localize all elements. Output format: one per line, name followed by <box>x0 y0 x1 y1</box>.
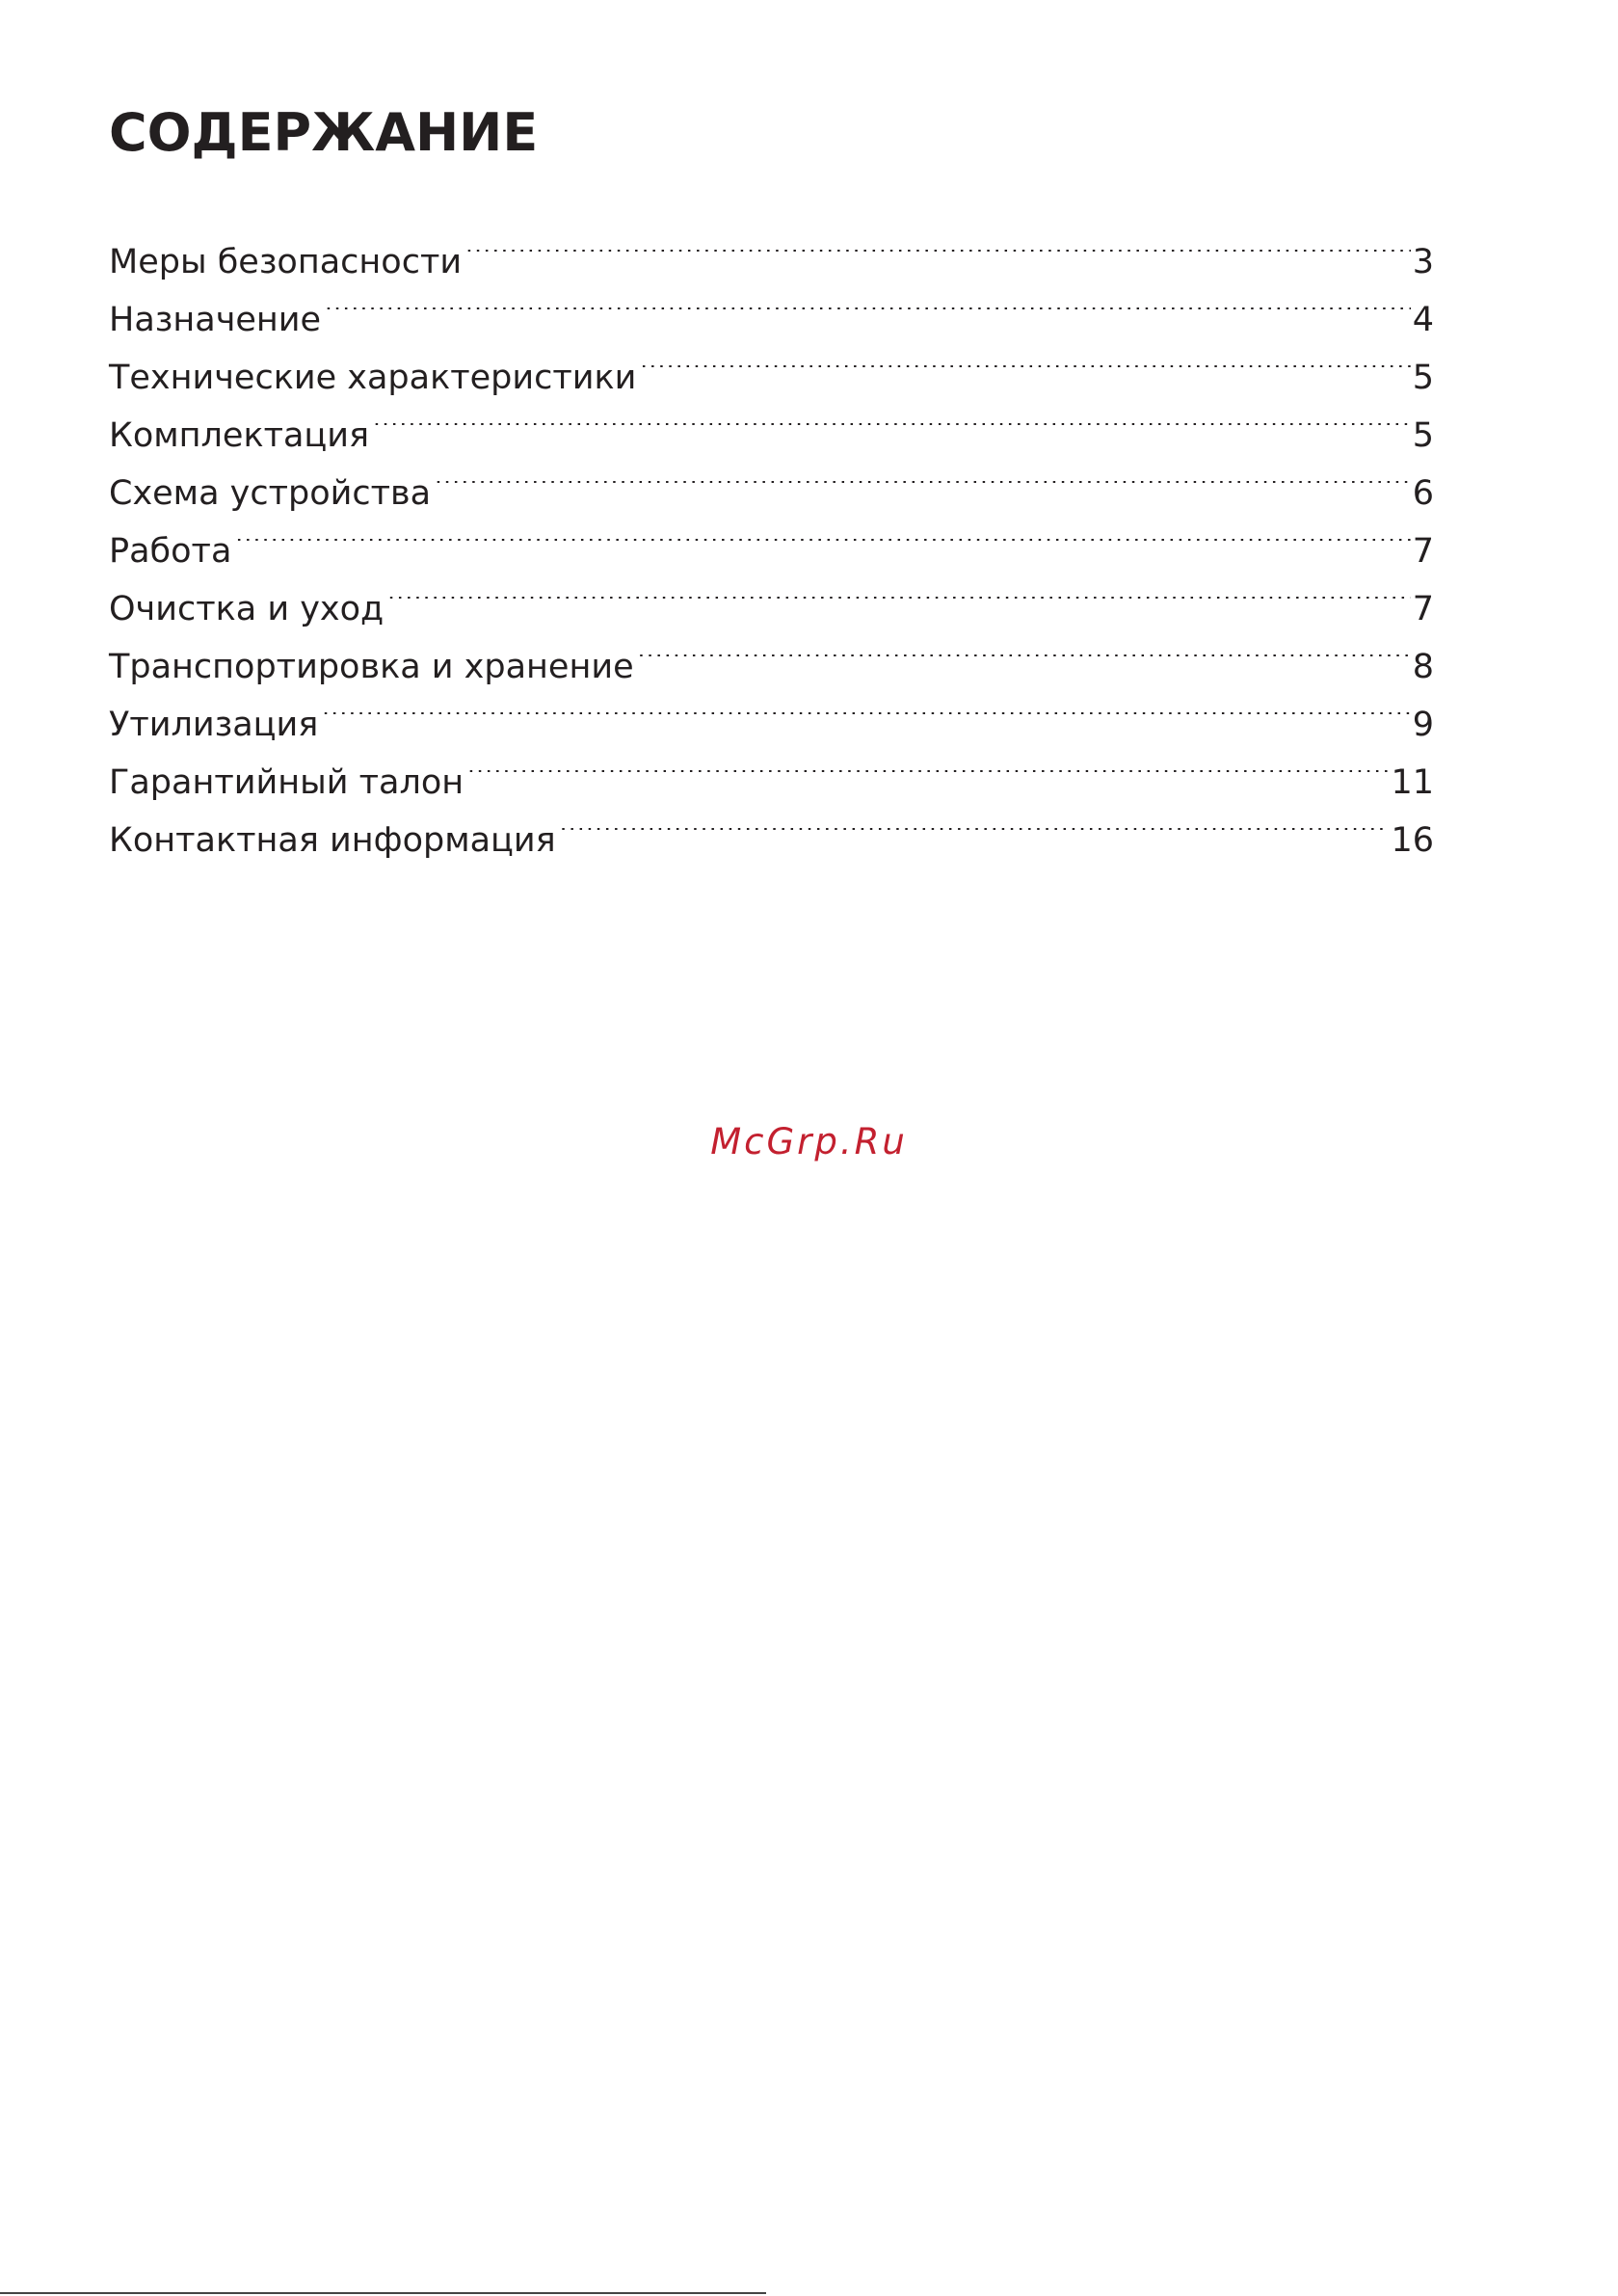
toc-dot-leader <box>467 770 1389 793</box>
toc-entry-label: Назначение <box>109 301 322 339</box>
toc-entry-page: 3 <box>1412 243 1434 281</box>
toc-dot-leader <box>387 597 1410 620</box>
toc-entry-page: 5 <box>1412 416 1434 455</box>
toc-entry-label: Гарантийный талон <box>109 763 464 802</box>
toc-entry-label: Схема устройства <box>109 474 432 513</box>
toc-entry-page: 11 <box>1391 763 1434 802</box>
toc-dot-leader <box>373 423 1411 446</box>
toc-dot-leader <box>560 828 1390 851</box>
toc-entry[interactable] <box>109 696 1434 754</box>
toc-dot-leader <box>325 307 1411 331</box>
toc-entry[interactable] <box>109 812 1434 869</box>
toc-entry-page: 4 <box>1412 301 1434 339</box>
toc-entry-label: Контактная информация <box>109 821 556 860</box>
toc-dot-leader <box>235 539 1410 562</box>
toc-entry-page: 7 <box>1412 590 1434 628</box>
table-of-contents <box>109 233 1434 869</box>
toc-entry-label: Очистка и уход <box>109 590 385 628</box>
bottom-divider <box>0 2292 766 2294</box>
toc-dot-leader <box>435 481 1411 504</box>
toc-entry[interactable] <box>109 522 1434 580</box>
toc-entry-page: 16 <box>1391 821 1434 860</box>
toc-entry-page: 6 <box>1412 474 1434 513</box>
toc-entry-label: Утилизация <box>109 706 319 744</box>
toc-entry[interactable] <box>109 580 1434 638</box>
toc-dot-leader <box>322 712 1410 735</box>
toc-entry-label: Работа <box>109 532 232 571</box>
toc-entry[interactable] <box>109 291 1434 349</box>
toc-dot-leader <box>465 250 1411 273</box>
toc-entry[interactable] <box>109 754 1434 812</box>
toc-entry[interactable] <box>109 638 1434 696</box>
toc-entry[interactable] <box>109 407 1434 465</box>
toc-entry-page: 7 <box>1412 532 1434 571</box>
toc-entry-page: 5 <box>1412 359 1434 397</box>
toc-dot-leader <box>638 654 1411 678</box>
toc-entry-label: Технические характеристики <box>109 359 637 397</box>
toc-dot-leader <box>640 365 1410 388</box>
toc-entry-label: Транспортировка и хранение <box>109 648 634 686</box>
toc-entry[interactable] <box>109 233 1434 291</box>
toc-entry-page: 8 <box>1412 648 1434 686</box>
toc-entry-label: Комплектация <box>109 416 370 455</box>
toc-entry-label: Меры безопасности <box>109 243 463 281</box>
toc-entry[interactable] <box>109 465 1434 522</box>
toc-entry-page: 9 <box>1412 706 1434 744</box>
toc-entry[interactable] <box>109 349 1434 407</box>
watermark-text: McGrp.Ru <box>710 1121 908 1162</box>
page-title: СОДЕРЖАНИЕ <box>109 102 539 163</box>
